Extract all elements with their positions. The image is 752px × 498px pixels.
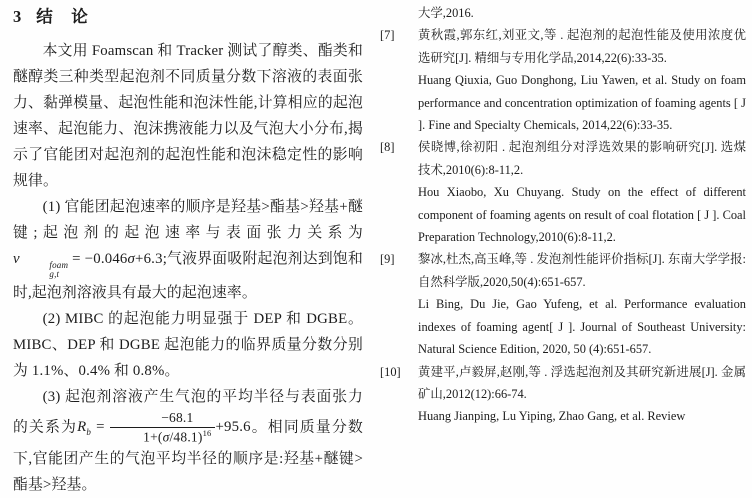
formula-v-scripts <box>20 261 68 280</box>
formula-coefficient: = −0.046 <box>68 251 128 267</box>
reference-chinese-text: 黄秋霞,郭东红,刘亚文,等 . 起泡剂的起泡性能及使用浓度优选研究[J]. 精细与专用化学品,2014,22(6):33-35. <box>418 28 746 65</box>
denominator-exponent: 16 <box>202 427 212 438</box>
conclusion-paragraph-3 <box>13 384 363 498</box>
denominator-prefix: 1+( <box>143 429 163 445</box>
reference-continuation-line: 大学,2016. <box>418 6 474 20</box>
conclusion-paragraph-intro: 本文用 Foamscan 和 Tracker 测试了醇类、酯类和醚醇类三种类型起泡剂不同质量分数下溶液的表面张力、黏弹模量、起泡性能和泡沫性能,计算相应的起泡速率、起泡能力、泡沫携液能力以及气泡大小分布,揭示了官能团对起泡剂的起泡性能和泡沫稳定性的影响规律。 <box>13 43 363 189</box>
reference-english-text: Hou Xiaobo, Xu Chuyang. Study on the effect of different component of foaming agents on result of coal flotation [ J ]. Coal Preparation Technology,2010(6):8-11,2. <box>418 185 746 245</box>
formula-variable-R: R <box>77 419 87 436</box>
fraction-denominator <box>110 428 216 446</box>
formula-variable-v: v <box>13 251 20 267</box>
paragraph-3-text-before: (3) 起泡剂溶液产生气泡的平均半径与表面张力的关系为 <box>13 388 363 436</box>
formula-constant: +6.3 <box>135 251 163 267</box>
reference-english-text: Huang Qiuxia, Guo Donghong, Liu Yawen, et al. Study on foam performance and concentration optimization of foaming agents [ J ]. Fine and Specialty Chemicals, 2014,22(6):33-35. <box>418 73 746 133</box>
reference-chinese-text: 黄建平,卢毅屏,赵刚,等 . 浮选起泡剂及其研究新进展[J]. 金属矿山,2012(12):66-74. <box>418 364 746 401</box>
references-column <box>380 2 746 428</box>
section-number: 3 <box>13 7 23 26</box>
reference-english-text: Huang Jianping, Lu Yiping, Zhao Gang, et al. Review <box>418 409 686 424</box>
fraction-numerator: −68.1 <box>110 410 216 428</box>
section-heading <box>13 4 363 30</box>
formula-superscript-foam: foam <box>49 259 69 270</box>
conclusion-column <box>13 4 363 498</box>
formula-equals: = <box>91 419 110 436</box>
reference-label: [9] <box>380 252 395 267</box>
conclusion-paragraph-1 <box>13 194 363 306</box>
foaming-rate-formula <box>13 251 163 280</box>
paragraph-1-text-before: (1) 官能团起泡速率的顺序是羟基>酯基>羟基+醚键;起泡剂的起泡速率与表面张力关系为 <box>13 199 363 241</box>
reference-label: [7] <box>380 28 395 43</box>
reference-chinese-text: 黎冰,杜杰,高玉峰,等 . 发泡剂性能评价指标[J]. 东南大学学报:自然科学版,2020,50(4):651-657. <box>418 252 746 289</box>
bubble-radius-formula <box>77 409 251 445</box>
reference-english-text: Li Bing, Du Jie, Gao Yufeng, et al. Performance evaluation indexes of foaming agent[ J ]. Journal of Southeast University: Natural Science Edition, 2020, 50 (4):651-657. <box>418 297 746 357</box>
section-title: 结 论 <box>36 7 89 26</box>
paragraph-1-text-after: ;气液界面吸附起泡剂达到饱和时,起泡剂溶液具有最大的起泡速率。 <box>13 251 363 301</box>
reference-label: [10] <box>380 364 401 379</box>
reference-chinese-text: 侯晓博,徐初阳 . 起泡剂组分对浮选效果的影响研究[J]. 选煤技术,2010(6):8-11,2. <box>418 140 746 177</box>
formula-fraction <box>110 410 216 446</box>
reference-item-8 <box>380 136 746 248</box>
formula-subscript-gt: g,t <box>49 269 60 280</box>
reference-item-7 <box>380 24 746 136</box>
formula-subscript-b: b <box>86 427 92 438</box>
formula-sigma: σ <box>127 251 136 267</box>
paragraph-3-text-after: 。相同质量分数下,官能团产生的气泡平均半径的顺序是:羟基+醚键>酯基>羟基。 <box>13 419 364 494</box>
formula-constant-2: +95.6 <box>215 419 251 436</box>
denominator-sigma: σ <box>162 429 170 445</box>
reference-label: [8] <box>380 140 395 155</box>
reference-item-10 <box>380 361 746 428</box>
denominator-divisor: /48.1) <box>169 429 203 445</box>
conclusion-paragraph-2: (2) MIBC 的起泡能力明显强于 DEP 和 DGBE。MIBC、DEP 和 DGBE 起泡能力的临界质量分数分别为 1.1%、0.4% 和 0.8%。 <box>13 310 363 379</box>
reference-item-9 <box>380 248 746 360</box>
